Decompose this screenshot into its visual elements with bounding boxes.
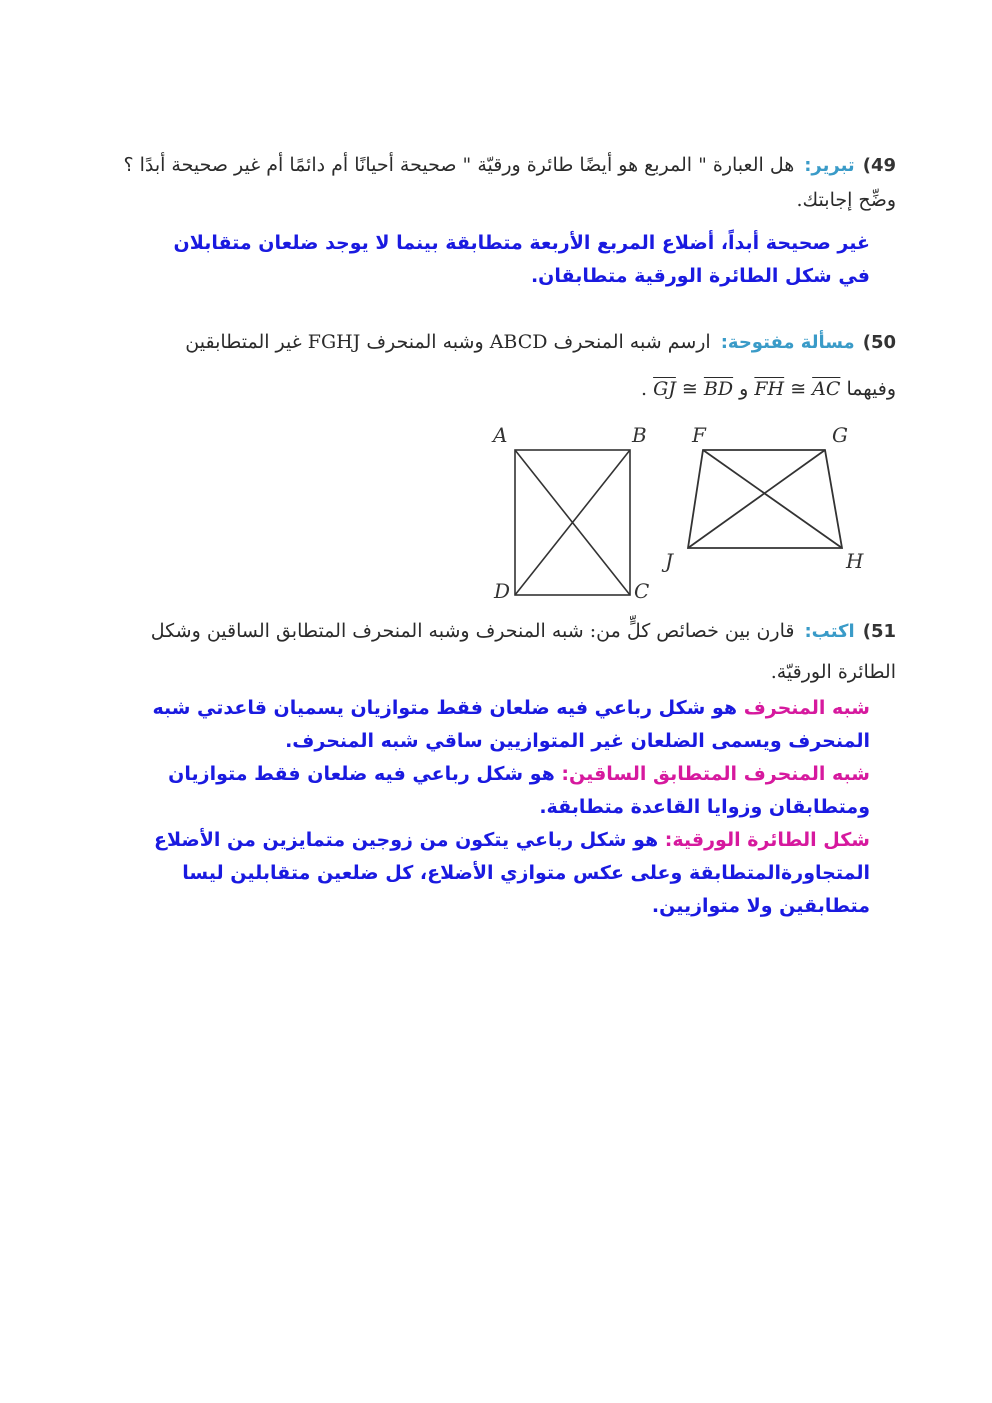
segment-BD: $\overline{BD}$	[703, 378, 734, 400]
vertex-label-G: G	[832, 423, 848, 447]
answer-line: المنحرف ويسمى الضلعان غير المتوازيين ساقي شبه المنحرف.	[285, 730, 870, 752]
term-kite: شكل الطائرة الورقية:	[664, 829, 870, 851]
trapezoid-FGHJ	[688, 450, 842, 548]
trapezoid-outline	[688, 450, 842, 548]
answer-line: متطابقين ولا متوازيين.	[651, 895, 870, 917]
question-49	[86, 148, 896, 217]
question-50-line-2	[86, 372, 896, 406]
term-trapezoid: شبه المنحرف	[743, 697, 870, 719]
segment-AC: $\overline{AC}$	[812, 378, 841, 400]
question-51-line-1	[86, 614, 896, 649]
segment-GJ: $\overline{GJ}$	[653, 378, 676, 400]
vertex-label-F: F	[692, 423, 706, 447]
and-word: و	[739, 378, 749, 400]
definition-text: هو شكل رباعي فيه ضلعان فقط متوازيان	[168, 763, 562, 785]
question-49-line-2: وضِّح إجابتك.	[796, 189, 896, 211]
vertex-label-B: B	[632, 423, 647, 447]
vertex-label-D: D	[494, 579, 511, 603]
congruent-sign: ≅	[681, 378, 698, 400]
segment-FH: $\overline{FH}$	[754, 378, 785, 400]
answer-line	[110, 692, 870, 725]
question-text: ارسم شبه المنحرف ABCD وشبه المنحرف FGHJ غير المتطابقين	[185, 331, 711, 353]
question-50-line-1	[86, 325, 896, 360]
answer-49	[110, 227, 870, 293]
square-ABCD	[515, 450, 630, 595]
condition-prefix: وفيهما	[846, 378, 896, 400]
vertex-label-H: H	[846, 549, 864, 573]
diagonal-FH	[703, 450, 842, 548]
vertex-label-A: A	[493, 423, 508, 447]
answer-line: في شكل الطائرة الورقية متطابقان.	[530, 265, 870, 287]
vertex-label-C: C	[634, 579, 650, 603]
trapezoid-figures	[0, 420, 992, 620]
segment-congruence	[754, 378, 840, 400]
question-tag: تبرير:	[804, 155, 855, 176]
question-tag: مسألة مفتوحة:	[720, 332, 855, 353]
vertex-label-J: J	[665, 549, 674, 573]
answer-line	[110, 758, 870, 791]
answer-line: غير صحيحة أبداً، أضلاع المربع الأربعة متطابقة بينما لا يوجد ضلعان متقابلان	[173, 232, 870, 254]
question-50	[86, 325, 896, 406]
question-text: قارن بين خصائص كلٍّ من: شبه المنحرف وشبه المنحرف المتطابق الساقين وشكل	[150, 620, 795, 642]
question-number: 49)	[862, 155, 896, 176]
question-number: 50)	[862, 332, 896, 353]
segment-congruence	[653, 378, 733, 400]
definition-text: هو شكل رباعي يتكون من زوجين متمايزين من الأضلاع	[153, 829, 665, 851]
question-51-line-2: الطائرة الورقيّة.	[770, 661, 896, 683]
definition-text: هو شكل رباعي فيه ضلعان فقط متوازيان يسميان قاعدتي شبه	[152, 697, 744, 719]
sentence-end: .	[640, 378, 648, 400]
question-49-line-1	[86, 148, 896, 183]
term-isosceles-trapezoid: شبه المنحرف المتطابق الساقين:	[561, 763, 870, 785]
answer-line	[110, 824, 870, 857]
congruent-sign: ≅	[790, 378, 807, 400]
question-text: هل العبارة " المربع هو أيضًا طائرة ورقيّة " صحيحة أحيانًا أم دائمًا أم غير صحيحة أبدًا ؟	[123, 154, 795, 176]
answer-51	[110, 692, 870, 923]
question-number: 51)	[862, 621, 896, 642]
question-tag: اكتب:	[804, 621, 855, 642]
question-51	[86, 614, 896, 689]
answer-line: ومتطابقان وزوايا القاعدة متطابقة.	[539, 796, 870, 818]
answer-line: المتجاورةالمتطابقة وعلى عكس متوازي الأضلاع، كل ضلعين متقابلين ليسا	[182, 862, 870, 884]
diagonal-GJ	[688, 450, 825, 548]
